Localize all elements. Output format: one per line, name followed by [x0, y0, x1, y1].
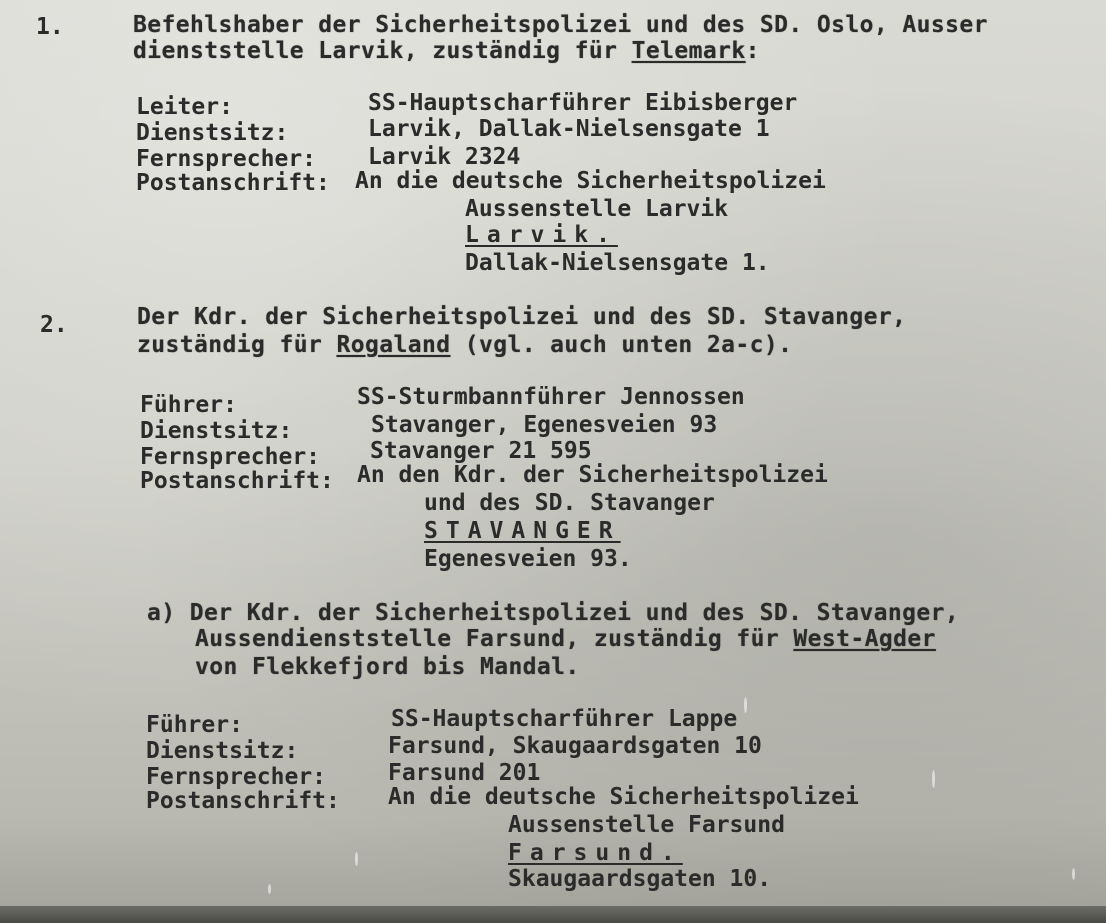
- section-2a-postanschrift-label: Postanschrift:: [146, 788, 340, 814]
- section-2-postanschrift-street: Egenesveien 93.: [424, 546, 632, 572]
- section-1-region: Telemark: [631, 38, 746, 64]
- section-2a-dienstsitz-value: Farsund, Skaugaardsgaten 10: [388, 733, 762, 759]
- section-1-postanschrift-line1: An die deutsche Sicherheitspolizei: [355, 168, 826, 194]
- section-2-fuehrer-value: SS-Sturmbannführer Jennossen: [357, 384, 745, 410]
- section-2-postanschrift-line2: und des SD. Stavanger: [424, 490, 715, 516]
- section-2a-postanschrift-line2: Aussenstelle Farsund: [508, 812, 785, 838]
- section-2-region: Rogaland: [336, 332, 451, 358]
- dust-speck: [744, 697, 747, 713]
- section-2a-heading-line1: [147, 600, 959, 626]
- section-2-postanschrift-line1: An den Kdr. der Sicherheitspolizei: [357, 462, 828, 488]
- section-2-postanschrift-city: STAVANGER: [424, 518, 621, 544]
- section-2a-postanschrift-city: Farsund.: [508, 840, 683, 866]
- dust-speck: [355, 852, 358, 866]
- section-2a-heading-line2: [195, 626, 936, 652]
- section-2a-heading-text2: Aussendienststelle Farsund, zuständig für: [195, 626, 794, 652]
- section-2a-heading-text: Der Kdr. der Sicherheitspolizei und des SD. Stavanger,: [189, 600, 960, 626]
- section-2-dienstsitz-label: Dienstsitz:: [140, 418, 293, 444]
- section-1-heading-text: dienststelle Larvik, zuständig für: [133, 38, 632, 64]
- section-2-fernsprecher-value: Stavanger 21 595: [370, 438, 592, 464]
- section-2-heading-line2: [137, 332, 792, 358]
- section-2a-fuehrer-value: SS-Hauptscharführer Lappe: [391, 706, 738, 732]
- section-2a-fernsprecher-label: Fernsprecher:: [146, 764, 327, 790]
- section-1-fernsprecher-label: Fernsprecher:: [136, 146, 317, 172]
- section-1-fernsprecher-value: Larvik 2324: [368, 144, 521, 170]
- scan-edge: [0, 906, 1106, 923]
- section-1-heading-line1: Befehlshaber der Sicherheitspolizei und des SD. Oslo, Ausser: [133, 12, 988, 38]
- section-1-leiter-value: SS-Hauptscharführer Eibisberger: [368, 90, 798, 116]
- section-2-postanschrift-label: Postanschrift:: [140, 468, 334, 494]
- section-1-dienstsitz-label: Dienstsitz:: [136, 120, 289, 146]
- section-2a-dienstsitz-label: Dienstsitz:: [146, 738, 299, 764]
- dust-speck: [932, 770, 935, 788]
- section-2a-fuehrer-label: Führer:: [146, 712, 243, 738]
- section-2a-postanschrift-street: Skaugaardsgaten 10.: [508, 866, 772, 892]
- section-2a-marker: a): [147, 600, 176, 626]
- section-1-number: 1.: [36, 14, 64, 40]
- section-2a-postanschrift-line1: An die deutsche Sicherheitspolizei: [388, 784, 859, 810]
- section-2-heading-line1: Der Kdr. der Sicherheitspolizei und des SD. Stavanger,: [137, 304, 907, 330]
- section-2a-fernsprecher-value: Farsund 201: [388, 760, 541, 786]
- section-1-postanschrift-city: Larvik.: [465, 222, 618, 248]
- section-2-dienstsitz-value: Stavanger, Egenesveien 93: [371, 412, 718, 438]
- section-2-number: 2.: [40, 312, 68, 338]
- section-1-leiter-label: Leiter:: [136, 94, 233, 120]
- section-2-fuehrer-label: Führer:: [140, 392, 237, 418]
- section-1-heading-colon: :: [745, 38, 760, 64]
- dust-speck: [1072, 868, 1075, 880]
- dust-speck: [268, 884, 271, 894]
- section-1-heading-line2: [133, 38, 760, 64]
- section-1-dienstsitz-value: Larvik, Dallak-Nielsensgate 1: [368, 116, 770, 142]
- section-1-postanschrift-label: Postanschrift:: [136, 170, 330, 196]
- section-2-heading-suffix: (vgl. auch unten 2a-c).: [450, 332, 793, 358]
- section-1-postanschrift-line2: Aussenstelle Larvik: [465, 196, 729, 222]
- section-2a-region: West-Agder: [793, 626, 936, 652]
- section-1-postanschrift-street: Dallak-Nielsensgate 1.: [465, 250, 770, 276]
- section-2a-heading-line3: von Flekkefjord bis Mandal.: [195, 654, 580, 680]
- section-2-fernsprecher-label: Fernsprecher:: [140, 444, 321, 470]
- section-2-heading-text: zuständig für: [137, 332, 337, 358]
